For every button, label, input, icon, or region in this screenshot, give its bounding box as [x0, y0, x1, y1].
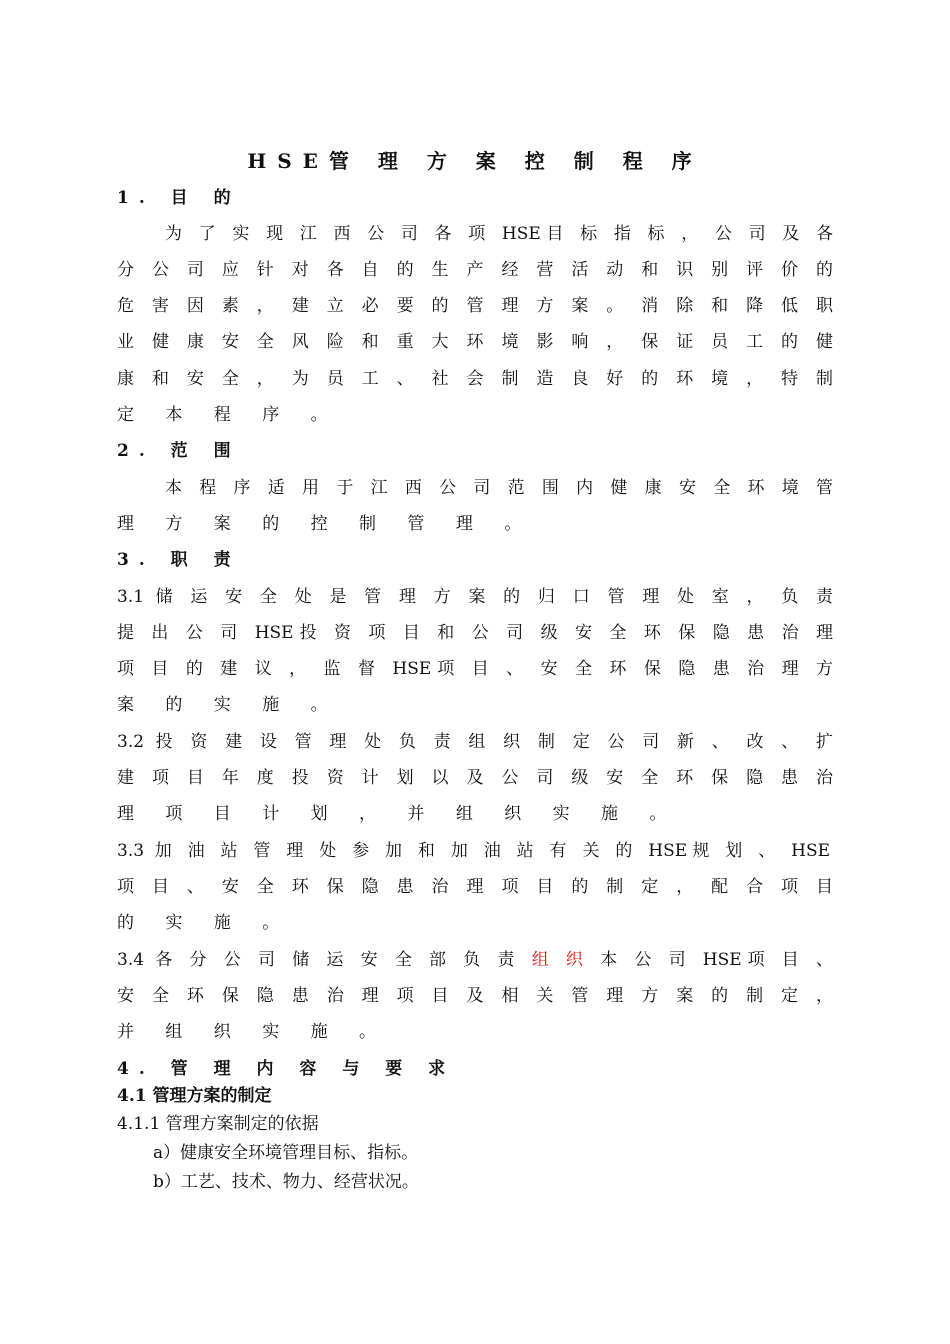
paragraph-line: 危 害 因 素 ， 建 立 必 要 的 管 理 方 案 。 消 除 和 降 低 职 — [117, 296, 833, 316]
paragraph-line: 的 实 施 。 — [117, 913, 293, 933]
paragraph-line: 并 组 织 实 施 。 — [117, 1022, 390, 1042]
section-2-heading: 2. 范 围 — [117, 441, 241, 461]
highlighted-text: 组 织 — [531, 950, 589, 970]
section-3-heading: 3. 职 责 — [117, 550, 241, 570]
paragraph-line: 3.2 投 资 建 设 管 理 处 负 责 组 织 制 定 公 司 新 、 改 、 扩 — [117, 732, 833, 752]
paragraph-line: 康 和 安 全 ， 为 员 工 、 社 会 制 造 良 好 的 环 境 ， 特 制 — [117, 369, 833, 389]
line-text: 本 公 司 HSE项 目 、 — [588, 950, 833, 970]
paragraph-line: 3.1 储 运 安 全 处 是 管 理 方 案 的 归 口 管 理 处 室 ， 负 责 — [117, 587, 833, 607]
paragraph-line: 分 公 司 应 针 对 各 自 的 生 产 经 营 活 动 和 识 别 评 价 的 — [117, 260, 833, 280]
subsection-heading: 4.1.1 管理方案制定的依据 — [117, 1114, 319, 1134]
paragraph-line: 定 本 程 序 。 — [117, 405, 341, 425]
line-text: 3.4 各 分 公 司 储 运 安 全 部 负 责 — [117, 950, 532, 970]
paragraph-line: 项 目 、 安 全 环 保 隐 患 治 理 项 目 的 制 定 ， 配 合 项 目 — [117, 877, 833, 897]
section-1-heading: 1. 目 的 — [117, 188, 241, 208]
paragraph-line: 理 项 目 计 划 ， 并 组 织 实 施 。 — [117, 804, 680, 824]
section-4-heading: 4. 管 理 内 容 与 要 求 — [117, 1059, 456, 1079]
paragraph-line: 案 的 实 施 。 — [117, 695, 341, 715]
paragraph-line: 理 方 案 的 控 制 管 理 。 — [117, 514, 535, 534]
paragraph-line: 为 了 实 现 江 西 公 司 各 项 HSE目 标 指 标 ， 公 司 及 各 — [165, 224, 833, 244]
paragraph-line: 安 全 环 保 隐 患 治 理 项 目 及 相 关 管 理 方 案 的 制 定 ， — [117, 986, 833, 1006]
paragraph-line: 3.3 加 油 站 管 理 处 参 加 和 加 油 站 有 关 的 HSE规 划 、 HSE — [117, 841, 831, 861]
paragraph-line: 提 出 公 司 HSE投 资 项 目 和 公 司 级 安 全 环 保 隐 患 治 理 — [117, 623, 833, 643]
paragraph-line: 本 程 序 适 用 于 江 西 公 司 范 围 内 健 康 安 全 环 境 管 — [165, 478, 833, 498]
paragraph-line: 项 目 的 建 议 ， 监 督 HSE项 目 、 安 全 环 保 隐 患 治 理 方 — [117, 659, 833, 679]
paragraph-line-with-highlight — [117, 947, 833, 973]
list-item: a）健康安全环境管理目标、指标。 — [153, 1143, 419, 1163]
paragraph-line: 业 健 康 安 全 风 险 和 重 大 环 境 影 响 ， 保 证 员 工 的 健 — [117, 332, 833, 352]
subsection-heading: 4.1 管理方案的制定 — [117, 1086, 272, 1106]
document-title: HSE管 理 方 案 控 制 程 序 — [247, 149, 703, 173]
paragraph-line: 建 项 目 年 度 投 资 计 划 以 及 公 司 级 安 全 环 保 隐 患 治 — [117, 768, 833, 788]
list-item: b）工艺、技术、物力、经营状况。 — [153, 1172, 419, 1192]
